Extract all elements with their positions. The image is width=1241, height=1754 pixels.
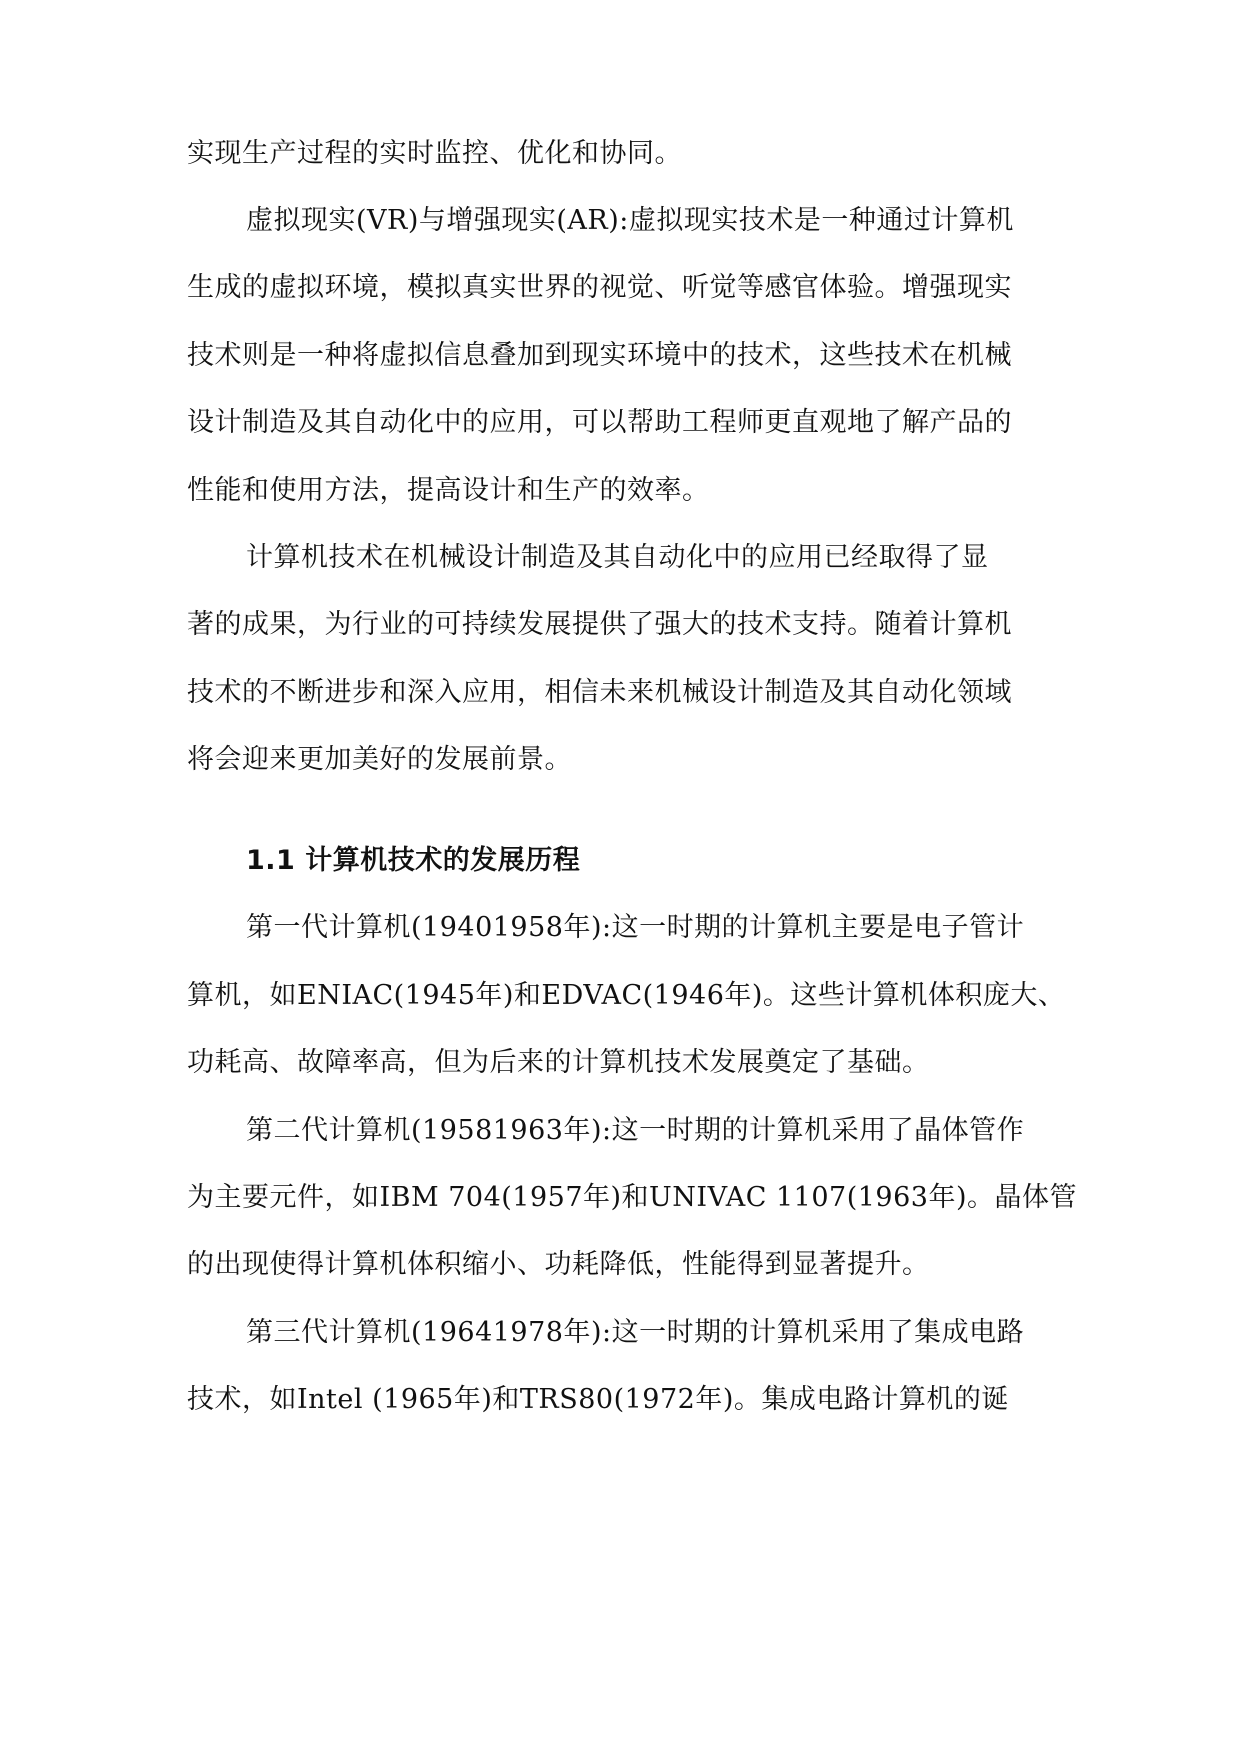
paragraph-line: 实现生产过程的实时监控、优化和协同。 xyxy=(187,138,682,169)
paragraph-line: 第三代计算机(19641978年):这一时期的计算机采用了集成电路 xyxy=(246,1317,1025,1348)
paragraph-line: 技术，如Intel (1965年)和TRS80(1972年)。集成电路计算机的诞 xyxy=(187,1384,1009,1415)
paragraph-line: 著的成果，为行业的可持续发展提供了强大的技术支持。随着计算机 xyxy=(187,609,1012,640)
paragraph-line: 设计制造及其自动化中的应用，可以帮助工程师更直观地了解产品的 xyxy=(187,407,1012,438)
paragraph-line: 技术则是一种将虚拟信息叠加到现实环境中的技术，这些技术在机械 xyxy=(187,340,1012,371)
paragraph-line: 的出现使得计算机体积缩小、功耗降低，性能得到显著提升。 xyxy=(187,1249,930,1280)
paragraph-line: 功耗高、故障率高，但为后来的计算机技术发展奠定了基础。 xyxy=(187,1047,930,1078)
paragraph-line: 将会迎来更加美好的发展前景。 xyxy=(187,744,572,775)
paragraph-line: 第一代计算机(19401958年):这一时期的计算机主要是电子管计 xyxy=(246,912,1025,943)
paragraph-line: 算机，如ENIAC(1945年)和EDVAC(1946年)。这些计算机体积庞大、 xyxy=(187,980,1066,1011)
paragraph-line: 性能和使用方法，提高设计和生产的效率。 xyxy=(187,475,710,506)
paragraph-line: 为主要元件，如IBM 704(1957年)和UNIVAC 1107(1963年)。晶体管 xyxy=(187,1182,1077,1213)
paragraph-line: 虚拟现实(VR)与增强现实(AR):虚拟现实技术是一种通过计算机 xyxy=(246,205,1014,236)
paragraph-line: 第二代计算机(19581963年):这一时期的计算机采用了晶体管作 xyxy=(246,1115,1025,1146)
paragraph-line: 生成的虚拟环境，模拟真实世界的视觉、听觉等感官体验。增强现实 xyxy=(187,272,1012,303)
section-heading: 1.1 计算机技术的发展历程 xyxy=(246,845,581,876)
paragraph-line: 技术的不断进步和深入应用，相信未来机械设计制造及其自动化领域 xyxy=(187,677,1012,708)
paragraph-line: 计算机技术在机械设计制造及其自动化中的应用已经取得了显 xyxy=(246,542,989,573)
